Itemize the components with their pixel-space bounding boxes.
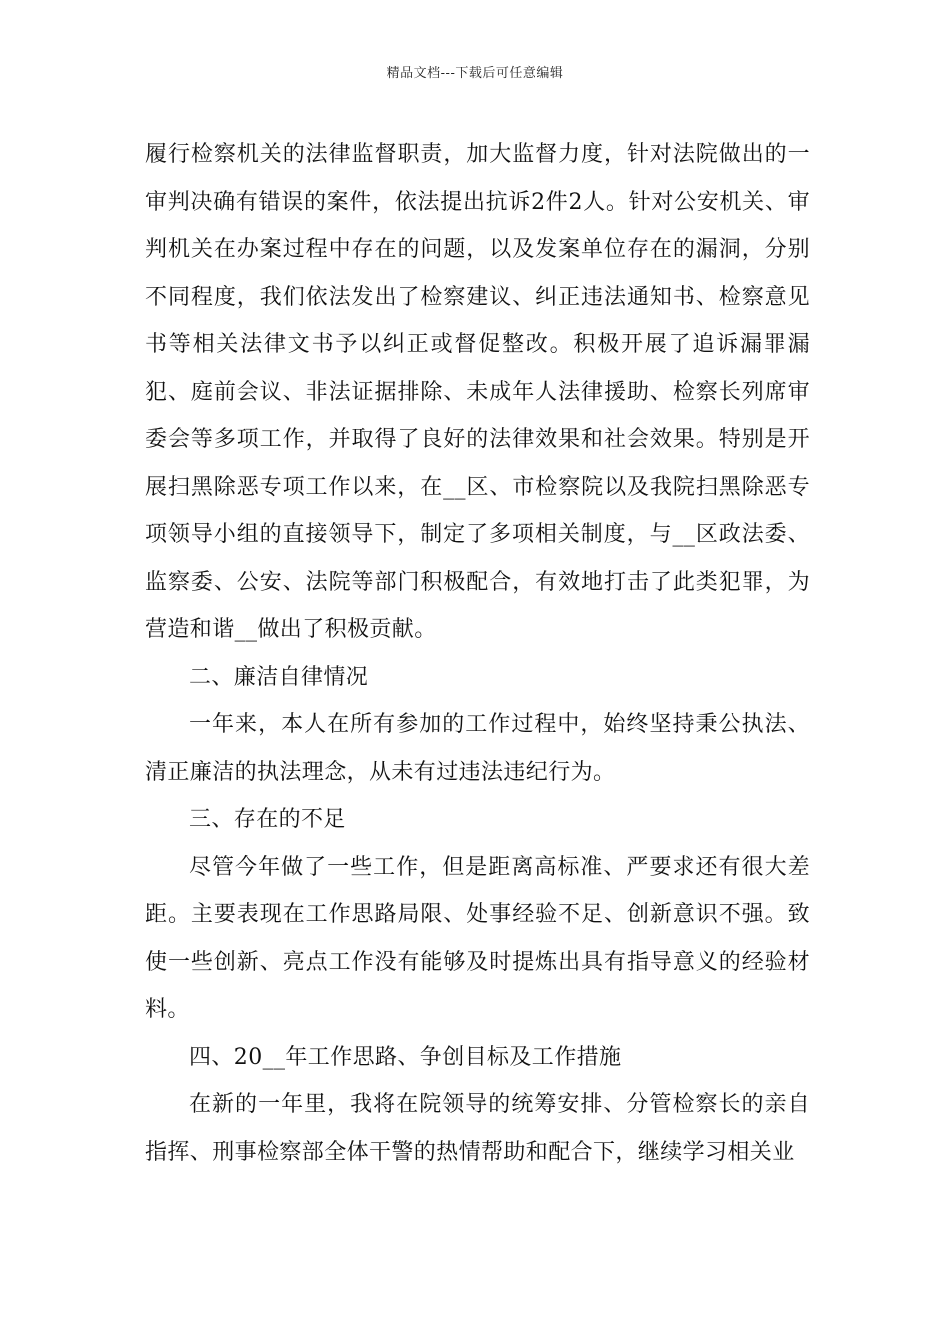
document-body: [145, 131, 810, 1176]
paragraph-integrity: 一年来，本人在所有参加的工作过程中，始终坚持秉公执法、清正廉洁的执法理念，从未有过违法违纪行为。: [145, 712, 810, 785]
page-header: 精品文档---下载后可任意编辑: [386, 66, 564, 81]
section-heading-shortcomings: 三、存在的不足: [189, 807, 346, 832]
paragraph-work-plan: 在新的一年里，我将在院领导的统筹安排、分管检察长的亲自指挥、刑事检察部全体干警的热情帮助和配合下，继续学习相关业: [145, 1092, 810, 1165]
paragraph-supervision-duties: 履行检察机关的法律监督职责，加大监督力度，针对法院做出的一审判决确有错误的案件，依法提出抗诉2件2人。针对公安机关、审判机关在办案过程中存在的问题，以及发案单位存在的漏洞，分别不同程度，我们依法发出了检察建议、纠正违法通知书、检察意见书等相关法律文书予以纠正或督促整改。积极开展了追诉漏罪漏犯、庭前会议、非法证据排除、未成年人法律援助、检察长列席审委会等多项工作，并取得了良好的法律效果和社会效果。特别是开展扫黑除恶专项工作以来，在__区、市检察院以及我院扫黑除恶专项领导小组的直接领导下，制定了多项相关制度，与__区政法委、监察委、公安、法院等部门积极配合，有效地打击了此类犯罪，为营造和谐__做出了积极贡献。: [145, 142, 810, 642]
section-heading-work-plan: 四、20__年工作思路、争创目标及工作措施: [189, 1044, 622, 1070]
section-heading-integrity: 二、廉洁自律情况: [189, 664, 369, 690]
paragraph-shortcomings: 尽管今年做了一些工作，但是距离高标准、严要求还有很大差距。主要表现在工作思路局限、处事经验不足、创新意识不强。致使一些创新、亮点工作没有能够及时提炼出具有指导意义的经验材料。: [145, 854, 810, 1022]
